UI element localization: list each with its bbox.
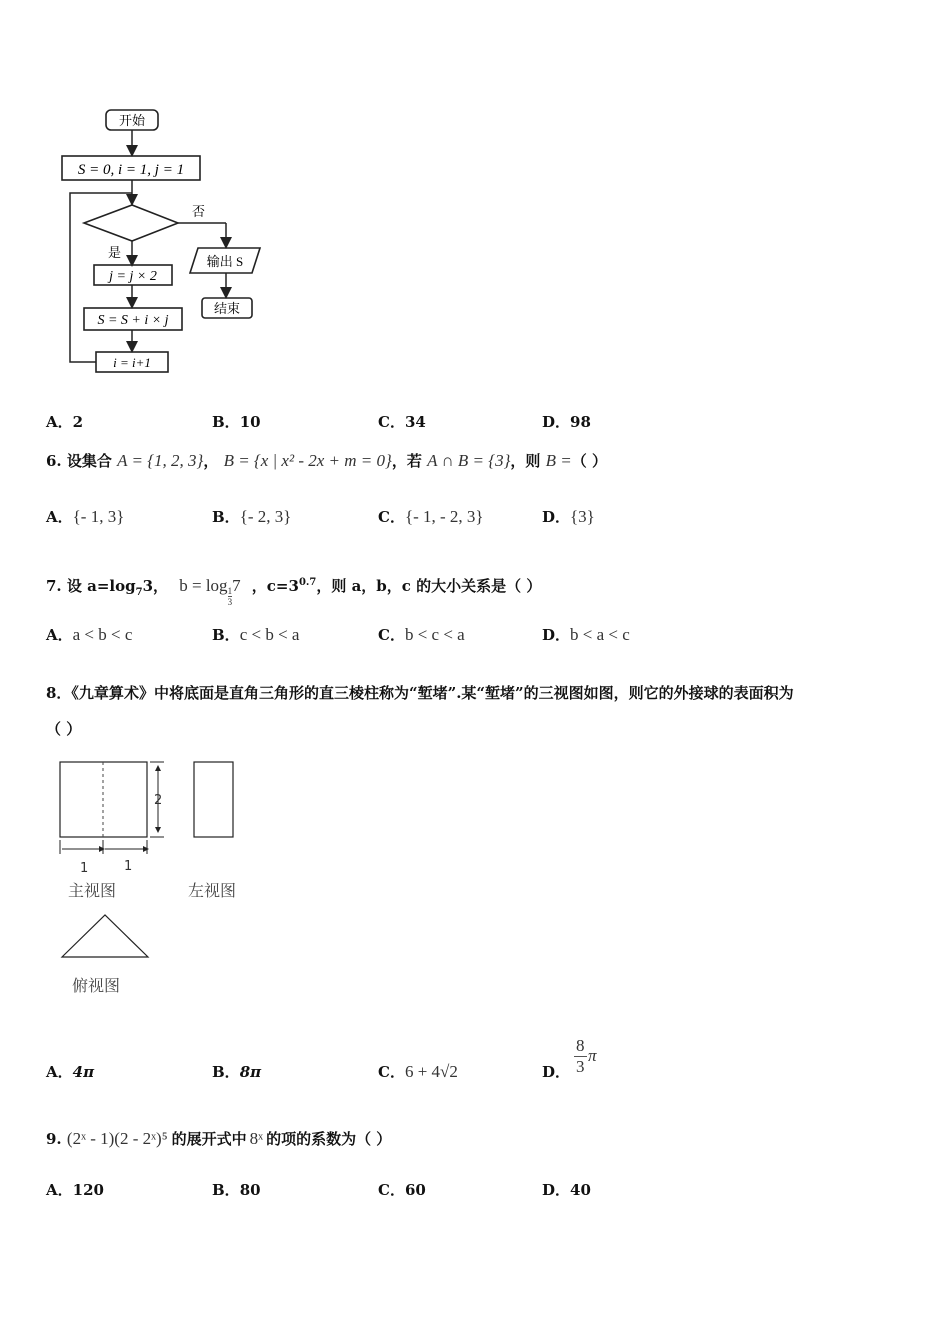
flow-no-label: 否: [192, 204, 206, 219]
q8-option-d-fraction: 8 3: [576, 1036, 585, 1076]
side-view: [194, 762, 233, 837]
flowchart: [40, 100, 280, 390]
three-views-figure: [50, 750, 270, 1000]
flow-start-label: 开始: [118, 113, 146, 128]
q8-option-d-pi: π: [588, 1046, 597, 1065]
flow-output-label: 输出 S: [206, 254, 244, 269]
q7-option-a[interactable]: A．a < b < c: [46, 625, 133, 644]
q6-option-d[interactable]: D．{3}: [542, 507, 595, 526]
question-9: 9. (2ˣ - 1)(2 - 2ˣ)⁵ 的展开式中 8ˣ 的项的系数为（ ）: [46, 1129, 392, 1148]
dim-width-2: 1: [124, 859, 133, 874]
q6-ask: B =: [545, 451, 572, 470]
q9-term: 8ˣ: [249, 1129, 264, 1148]
q7-option-c[interactable]: C．b < c < a: [378, 625, 465, 644]
flow-end-label: 结束: [213, 301, 241, 316]
flow-init-label: S = 0, i = 1, j = 1: [77, 162, 185, 178]
question-7: 7. 设 $a=\log_73$， b = log $\frac{1}{3}$ 7 ，$c=3^{0.7}$，则 a，b，c 的大小关系是（ ）: [46, 566, 541, 610]
q9-option-c[interactable]: C．60: [378, 1181, 426, 1199]
q5-option-d[interactable]: D．98: [542, 413, 591, 431]
front-view-label: 主视图: [68, 881, 117, 900]
q5-option-c[interactable]: C．34: [378, 413, 426, 431]
flow-step1-label: j = j × 2: [109, 269, 157, 284]
flow-step3-label: i = i+1: [113, 355, 151, 370]
dim-height: 2: [154, 793, 163, 808]
q6-option-b[interactable]: B．{- 2, 3}: [212, 507, 292, 526]
top-view-label: 俯视图: [72, 976, 121, 995]
question-8-text: 8．《九章算术》中将底面是直角三角形的直三棱柱称为“堑堵”.某“堑堵”的三视图如图，则它的外接球的表面积为: [46, 684, 794, 702]
dim-width-1: 1: [80, 861, 89, 876]
question-6: 6. 设集合 A = {1, 2, 3}， B = {x | x² - 2x + m = 0}，若 A ∩ B = {3}，则 B =（ ）: [46, 451, 607, 470]
q6-set-b: B = {x | x² - 2x + m = 0}: [223, 451, 392, 470]
q5-option-b[interactable]: B．10: [212, 413, 261, 431]
q8-option-b[interactable]: B．8π: [212, 1063, 262, 1081]
flow-decision: [84, 205, 178, 241]
flow-yes-label: 是: [108, 245, 122, 260]
q6-option-c[interactable]: C．{- 1, - 2, 3}: [378, 507, 484, 526]
q9-option-a[interactable]: A．120: [46, 1181, 104, 1199]
q8-option-d[interactable]: D．: [542, 1063, 571, 1081]
q6-set-a: A = {1, 2, 3}: [117, 451, 204, 470]
q6-option-a[interactable]: A．{- 1, 3}: [46, 507, 125, 526]
top-view: [62, 915, 148, 957]
question-8-paren: （ ）: [46, 720, 82, 738]
q7-option-b[interactable]: B．c < b < a: [212, 625, 300, 644]
flow-step2-label: S = S + i × j: [97, 313, 169, 328]
q8-option-c[interactable]: C．6 + 4√2: [378, 1062, 458, 1081]
side-view-label: 左视图: [188, 881, 237, 900]
q9-option-b[interactable]: B．80: [212, 1181, 261, 1199]
q5-option-a[interactable]: A．2: [46, 413, 84, 431]
q6-condition: A ∩ B = {3}: [427, 451, 511, 470]
q9-expression: (2ˣ - 1)(2 - 2ˣ)⁵: [66, 1129, 168, 1148]
q7-option-d[interactable]: D．b < a < c: [542, 625, 630, 644]
q7-b-expression: b = log $\frac{1}{3}$ 7: [179, 576, 241, 607]
q8-option-a[interactable]: A．4π: [46, 1063, 95, 1081]
q9-option-d[interactable]: D．40: [542, 1181, 591, 1199]
